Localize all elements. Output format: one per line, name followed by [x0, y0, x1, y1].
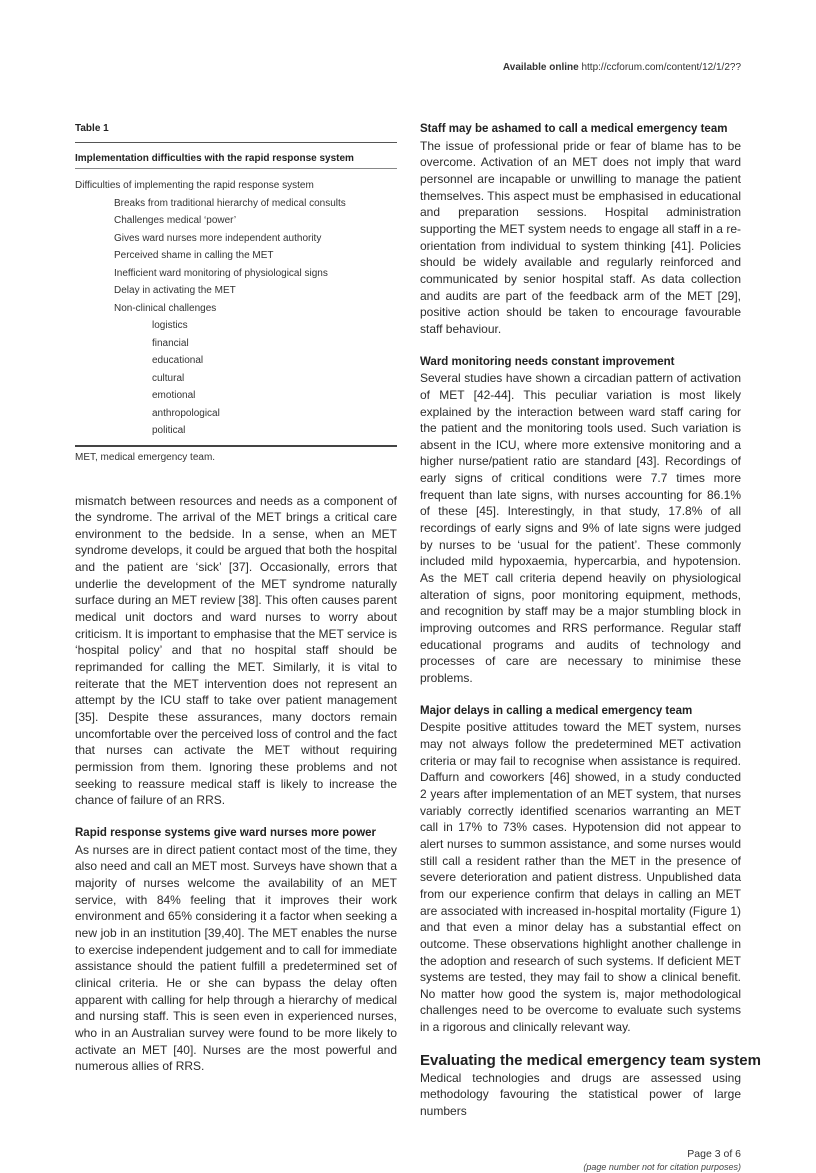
right-paragraph-2: Several studies have shown a circadian pattern of activation of MET [42-44]. This peculiar variation is most likely explained by the interaction between ward staff caring for the patient and the monitoring tools used. Such variation is absent in the ICU, where more extensive monitoring and a higher nurse/patient ratio are standard [43]. Recordings of early signs of critical conditions were 7.7 times more frequent than late signs, with nurses accounting for 86.1% of these [45]. Interestingly, in that study, 17.8% of all recordings of early signs and 9% of late signs were judged by nurses to be ‘usual for the patient’. These commonly included mild hypoxaemia, hypercarbia, and hypotension. As the MET call criteria depend heavily on physiological alteration of signs, poor monitoring equipment, methods, and recognition by staff may be a major stumbling block in improving outcomes and RRS performance. Regular staff educational programs and audits of technology and processes of care are necessary to minimise these problems.	[420, 371, 741, 685]
section-heading-ward-monitoring: Ward monitoring needs constant improvement	[420, 355, 675, 368]
page-number: Page 3 of 6	[687, 1147, 741, 1160]
table-subitem: emotional	[152, 390, 196, 401]
table-title: Implementation difficulties with the rapid response system	[75, 153, 354, 164]
table-subitem: educational	[152, 355, 204, 366]
section-heading-major-delays: Major delays in calling a medical emergency team	[420, 704, 693, 717]
right-paragraph-3: Despite positive attitudes toward the MET system, nurses may not always follow the predetermined MET activation criteria or may fail to recognise when assistance is required. Daffurn and coworkers [46] showed, in a study conducted 2 years after implementation of an MET system, that nurses variably correctly identified scenarios warranting an MET call in 17% to 73% cases. Hypotension did not appear to alert nurses to summon assistance, and some nurses would still call a resident rather than the MET in the presence of severe deterioration and patient distress. Unpublished data from our experience confirm that delays in calling an MET are associated with increased in-hospital mortality (Figure 1) and that even a minor delay has a substantial effect on outcome. These observations highlight another challenge in the adoption and research of such systems. If deficient MET systems are tested, they may fail to show a clinical benefit. No matter how good the system is, major methodological challenges need to be overcome to evaluate such systems in a rigorous and clinically relevant way.	[420, 720, 741, 1035]
header-label: Available online	[502, 62, 579, 73]
right-paragraph-1: The issue of professional pride or fear of blame has to be overcome. Activation of an MET does not imply that ward personnel are incapable or unwilling to manage the patient themselves. This aspect must be emphasised in educational and preparation sessions. Hospital administration supporting the MET system needs to engage all staff in a re-orientation from individual to system thinking [41]. Policies should be widely available and regularly reinforced and communicated by senior hospital staff. As data collection and audits are part of the feedback arm of the MET [29], positive action should be taken to encourage favourable staff behaviour.	[420, 138, 741, 336]
table-subitem: anthropological	[152, 407, 220, 419]
section-heading-staff-ashamed: Staff may be ashamed to call a medical emergency team	[420, 123, 728, 135]
left-paragraph-1: mismatch between resources and needs as a component of the syndrome. The arrival of the MET brings a critical care environment to the bedside. In a sense, when an MET syndrome develops, it could be argued that both the hospital and the patient are ‘sick’ [37]. Occasionally, errors that underlie the development of the MET syndrome naturally surface during an MET review [38]. This often causes parent medical unit doctors and ward nurses to worry about criticism. It is important to emphasise that the MET service is ‘hospital policy’ and that no hospital staff should be reprimanded for calling the MET. Similarly, it is vital to reiterate that the MET intervention does not represent an attempt by the ICU staff to take over patient management [35]. Despite these assurances, many doctors remain uncomfortable over the perceived loss of control and the fact that nurses can activate the MET without requiring permission from them. Ignoring these problems and not seeking to reassure medical staff is likely to increase the chance of failure of an RRS.	[75, 493, 397, 808]
table-subitem: financial	[152, 337, 189, 349]
table-footnote: MET, medical emergency team.	[75, 451, 216, 463]
table-item: Non-clinical challenges	[114, 302, 217, 314]
header-url[interactable]: http://ccforum.com/content/12/1/2??	[581, 62, 741, 73]
table-item: Gives ward nurses more independent authority	[114, 232, 322, 244]
table-rule-mid	[75, 168, 397, 169]
table-item: Perceived shame in calling the MET	[114, 250, 274, 261]
right-column	[420, 121, 761, 1173]
table-subitem: logistics	[152, 320, 188, 331]
table-label: Table 1	[75, 123, 109, 134]
table-item: Inefficient ward monitoring of physiological signs	[114, 267, 328, 279]
table-subitem: cultural	[152, 372, 185, 384]
section-heading-nurses-power: Rapid response systems give ward nurses more power	[75, 826, 377, 839]
page-note: (page number not for citation purposes)	[583, 1161, 741, 1172]
table-item: Challenges medical ‘power’	[114, 215, 237, 226]
left-paragraph-2: As nurses are in direct patient contact most of the time, they also need and call an MET most. Surveys have shown that a majority of nurses welcome the availability of an MET service, with 84% feeling that it improves their work environment and 65% considering it a factor when seeking a new job in an institution [39,40]. The MET enables the nurse to exercise independent judgement and to call for immediate assistance should the patient fulfill a predetermined set of clinical criteria. He or she can bypass the delay often apparent with calling for help through a hierarchy of medical and nursing staff. This is seen even in experienced nurses, who in an Australian survey were found to be more likely to activate an MET [40]. Nurses are the most powerful and numerous allies of RRS.	[75, 842, 397, 1074]
running-header	[503, 62, 741, 74]
section-heading-evaluating: Evaluating the medical emergency team system	[420, 1051, 761, 1069]
table-item: Delay in activating the MET	[114, 285, 236, 296]
right-paragraph-4: Medical technologies and drugs are assessed using methodology favouring the statistical power of large numbers	[420, 1070, 741, 1119]
page-footer	[420, 1148, 741, 1173]
table-1	[75, 121, 397, 464]
left-column	[75, 121, 397, 1075]
table-item: Breaks from traditional hierarchy of medical consults	[114, 197, 346, 209]
table-subitem: political	[152, 425, 186, 436]
table-root-item: Difficulties of implementing the rapid response system	[75, 180, 314, 191]
